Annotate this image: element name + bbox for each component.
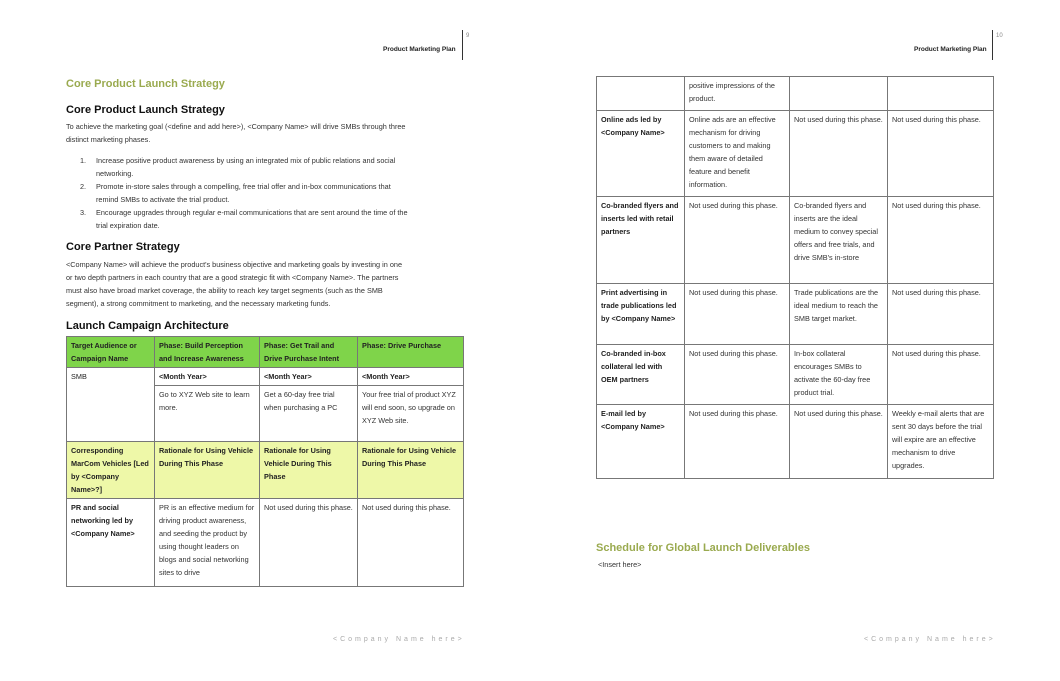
campaign-table-continued (596, 76, 994, 479)
campaign-table (66, 336, 464, 587)
list-item (66, 154, 466, 180)
list-item (66, 180, 466, 206)
table-cell: Not used during this phase. (685, 405, 790, 479)
vehicle-label-cell: Co-branded in-box collateral led with OEM partners (597, 345, 685, 405)
month-cell: <Month Year> (260, 368, 358, 386)
header-cell: Target Audience or Campaign Name (67, 337, 155, 368)
header-rule (462, 30, 463, 60)
insert-placeholder: <Insert here> (598, 560, 642, 569)
partner-line: must also have broad market coverage, the ability to reach key target segments (such as the SMB (66, 286, 383, 295)
table-header-row (67, 337, 464, 368)
page-header: Product Marketing Plan (383, 46, 456, 53)
smb-desc-cell: Go to XYZ Web site to learn more. (155, 386, 260, 442)
list-line: trial expiration date. (96, 221, 160, 230)
partner-line: or two depth partners in each country that are a good strategic fit with <Company Name>. The partners (66, 273, 399, 282)
table-cell: Not used during this phase. (685, 345, 790, 405)
month-cell: <Month Year> (358, 368, 464, 386)
table-cell: Not used during this phase. (888, 345, 994, 405)
list-number: 3. (80, 208, 87, 217)
table-cell: Not used during this phase. (790, 405, 888, 479)
table-cell: Not used during this phase. (888, 197, 994, 284)
table-row (597, 284, 994, 345)
table-cell: Not used during this phase. (685, 197, 790, 284)
header-rule (992, 30, 993, 60)
pr-cell: Not used during this phase. (260, 499, 358, 587)
table-cell: Weekly e-mail alerts that are sent 30 days before the trial will expire are an effective mechanism to drive upgrades. (888, 405, 994, 479)
header-cell: Phase: Get Trail and Drive Purchase Intent (260, 337, 358, 368)
smb-desc-cell: Get a 60-day free trial when purchasing a PC (260, 386, 358, 442)
list-item (66, 206, 466, 232)
rationale-cell: Rationale for Using Vehicle During This Phase (155, 442, 260, 499)
schedule-heading: Schedule for Global Launch Deliverables (596, 542, 810, 554)
campaign-heading: Launch Campaign Architecture (66, 320, 229, 332)
table-row (67, 499, 464, 587)
table-row (67, 368, 464, 386)
right-page (530, 0, 1060, 681)
table-cell: Trade publications are the ideal medium to reach the SMB target market. (790, 284, 888, 345)
vehicle-label-cell (597, 77, 685, 111)
header-cell: Phase: Build Perception and Increase Awareness (155, 337, 260, 368)
table-cell (888, 77, 994, 111)
partner-line: segment), a strong commitment to marketing, and the necessary marketing funds. (66, 299, 331, 308)
list-number: 2. (80, 182, 87, 191)
list-line: Encourage upgrades through regular e-mail communications that are sent around the time of the (96, 208, 408, 217)
page-header: Product Marketing Plan (914, 46, 987, 53)
table-row (597, 77, 994, 111)
table-cell: Not used during this phase. (685, 284, 790, 345)
table-cell: Not used during this phase. (888, 284, 994, 345)
list-line: Increase positive product awareness by using an integrated mix of public relations and social (96, 156, 396, 165)
table-cell: Co-branded flyers and inserts are the ideal medium to convey special offers and free trials, and drive SMB's in-store (790, 197, 888, 284)
table-row (67, 442, 464, 499)
list-number: 1. (80, 156, 87, 165)
pr-label-cell: PR and social networking led by <Company Name> (67, 499, 155, 587)
table-row (597, 405, 994, 479)
product-strategy-heading: Core Product Launch Strategy (66, 104, 225, 116)
header-cell: Phase: Drive Purchase (358, 337, 464, 368)
vehicle-label-cell: Co-branded flyers and inserts led with retail partners (597, 197, 685, 284)
table-cell (790, 77, 888, 111)
intro-line: To achieve the marketing goal (<define and add here>), <Company Name> will drive SMBs through three (66, 122, 406, 131)
list-line: networking. (96, 169, 134, 178)
page-footer: <Company Name here> (864, 636, 996, 643)
page-number: 10 (996, 33, 1003, 39)
smb-desc-cell: Your free trial of product XYZ will end soon, so upgrade on XYZ Web site. (358, 386, 464, 442)
list-line: Promote in-store sales through a compelling, free trial offer and in-box communications that (96, 182, 391, 191)
table-cell: Not used during this phase. (790, 111, 888, 197)
table-cell: Not used during this phase. (888, 111, 994, 197)
vehicle-label-cell: Online ads led by <Company Name> (597, 111, 685, 197)
pr-cell: Not used during this phase. (358, 499, 464, 587)
pr-cell: PR is an effective medium for driving product awareness, and seeding the product by using thought leaders on blogs and social networking sites to drive (155, 499, 260, 587)
table-row (597, 197, 994, 284)
table-row (597, 345, 994, 405)
product-intro (66, 120, 406, 146)
list-line: remind SMBs to activate the trial product. (96, 195, 230, 204)
month-cell: <Month Year> (155, 368, 260, 386)
rationale-cell: Rationale for Using Vehicle During This Phase (260, 442, 358, 499)
marcom-header-cell: Corresponding MarCom Vehicles [Led by <Company Name>?] (67, 442, 155, 499)
page-number: 9 (466, 33, 470, 39)
table-row (597, 111, 994, 197)
rationale-cell: Rationale for Using Vehicle During This Phase (358, 442, 464, 499)
partner-paragraph (66, 258, 402, 310)
partner-line: <Company Name> will achieve the product's business objective and marketing goals by investing in one (66, 260, 403, 269)
table-cell: positive impressions of the product. (685, 77, 790, 111)
table-cell: Online ads are an effective mechanism for driving customers to and making them aware of detailed feature and benefit information. (685, 111, 790, 197)
partner-strategy-heading: Core Partner Strategy (66, 241, 180, 253)
section-title: Core Product Launch Strategy (66, 78, 225, 90)
smb-label: SMB (67, 368, 155, 442)
intro-line: distinct marketing phases. (66, 135, 151, 144)
vehicle-label-cell: E-mail led by <Company Name> (597, 405, 685, 479)
phase-list (66, 154, 466, 232)
table-cell: In-box collateral encourages SMBs to activate the 60-day free product trial. (790, 345, 888, 405)
page-footer: <Company Name here> (333, 636, 465, 643)
vehicle-label-cell: Print advertising in trade publications led by <Company Name> (597, 284, 685, 345)
